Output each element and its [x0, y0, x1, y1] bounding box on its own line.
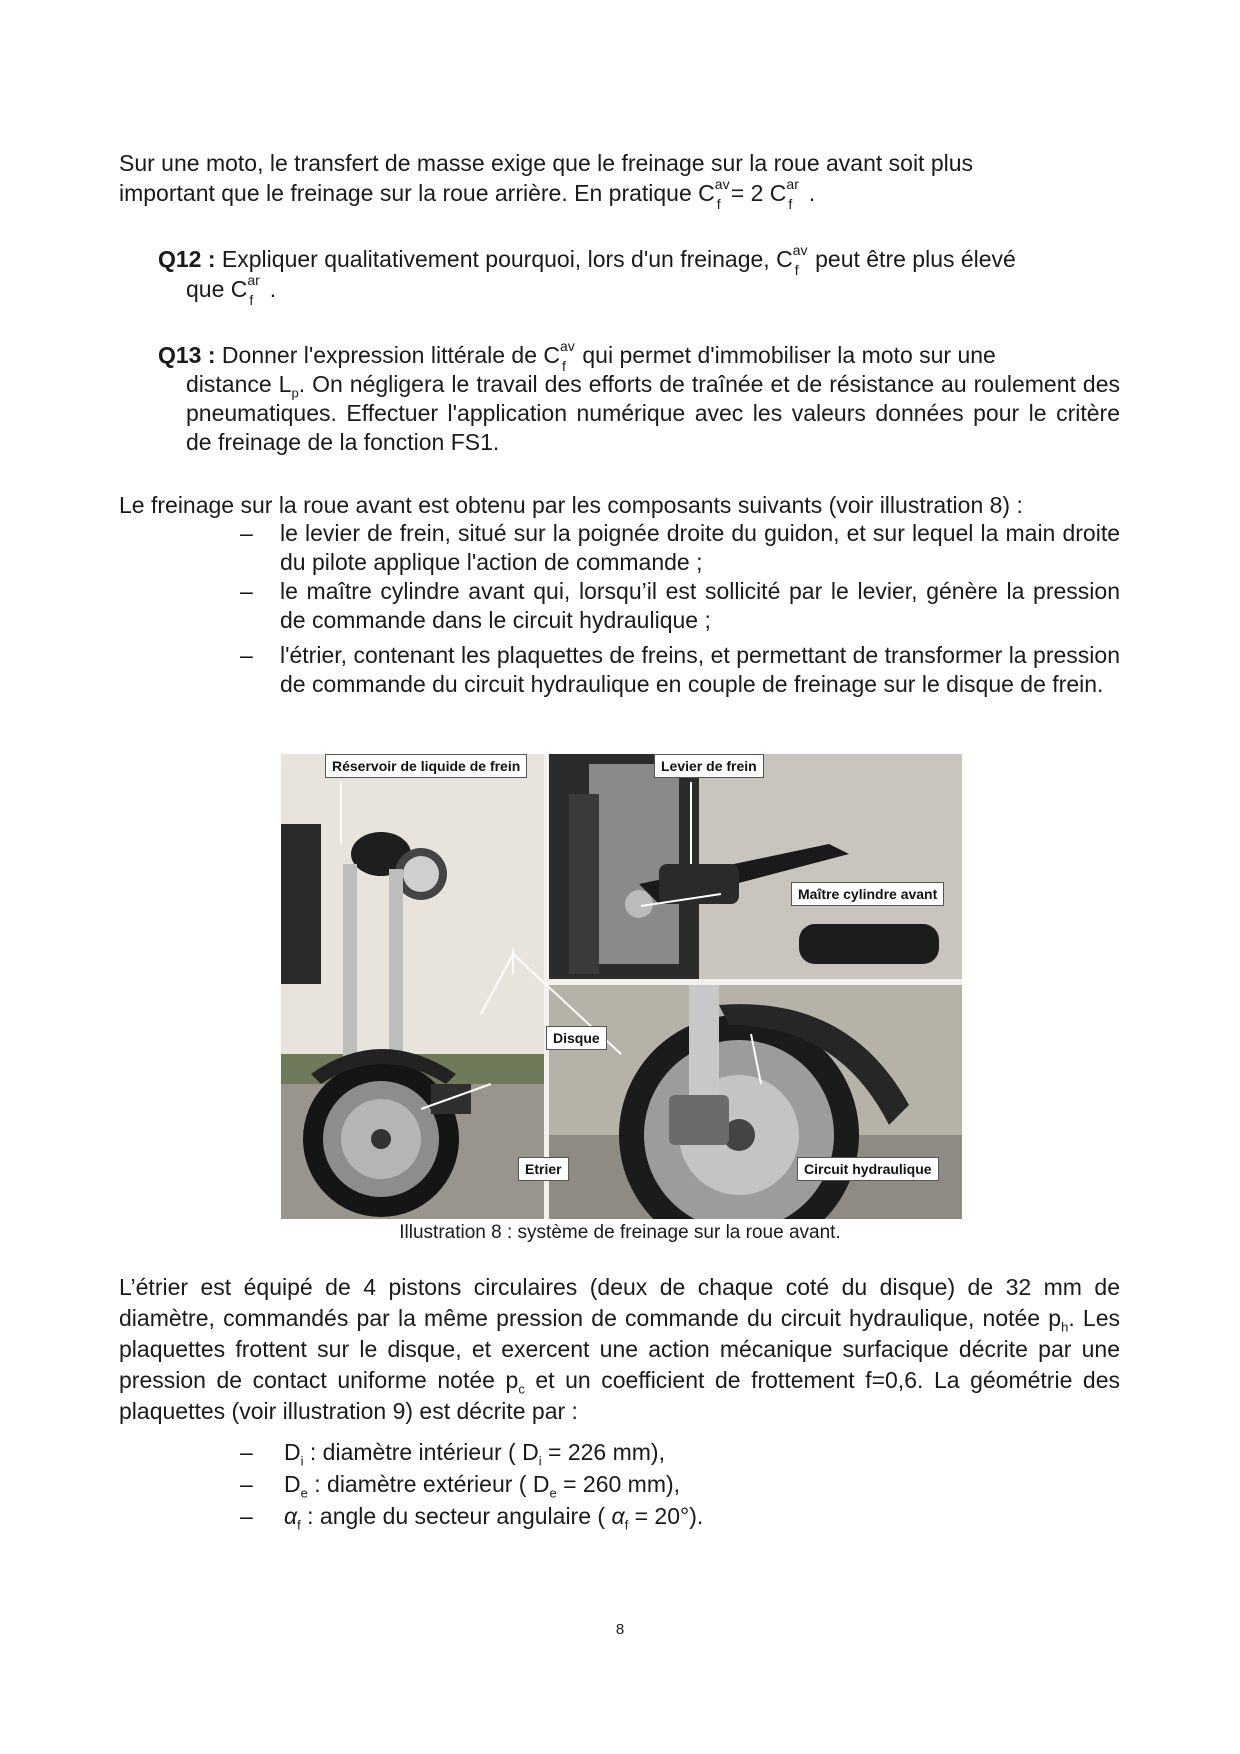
callout-lines	[281, 754, 962, 1219]
label-circuit-hydraulique: Circuit hydraulique	[797, 1157, 939, 1181]
label-etrier: Etrier	[518, 1157, 569, 1181]
list-item: – $D_i$ : diamètre intérieur ( $D_i = 226$ mm),	[240, 1439, 665, 1469]
intro-paragraph	[119, 148, 1120, 212]
list-item: – $D_e$ : diamètre extérieur ( $D_e = 260$ mm),	[240, 1471, 681, 1501]
list-item: – l'étrier, contenant les plaquettes de freins, et permettant de transformer la pression de commande du circuit hydraulique en couple de freinage sur le disque de frein.	[240, 642, 1120, 697]
caliper-paragraph: L’étrier est équipé de 4 pistons circulaires (deux de chaque coté du disque) de 32 mm de diamètre, commandés par la même pression de commande du circuit hydraulique, notée $p_h$. Les plaquettes frottent sur le disque, et exercent une action mécanique surfacique décrite par une pression de contact uniforme notée $p_c$ et un coefficient de frottement f=0,6. La géométrie des plaquettes (voir illustration 9) est décrite par :	[119, 1274, 1121, 1424]
figure-caption: Illustration 8 : système de freinage sur la roue avant.	[399, 1222, 841, 1243]
q13-label: Q13 :	[158, 342, 216, 368]
geometry-list	[240, 1436, 1120, 1532]
list-item: – le levier de frein, situé sur la poignée droite du guidon, et sur lequel la main droite du pilote applique l'action de commande ;	[240, 520, 1120, 575]
brake-system-figure	[281, 754, 962, 1219]
label-reservoir: Réservoir de liquide de frein	[325, 754, 527, 778]
list-item: – $\alpha_f$ : angle du secteur angulaire ( $\alpha_f = 20^\circ$).	[240, 1503, 704, 1533]
question-13: Q13 : Donner l'expression littérale de C av f qui permet d'immobiliser la moto sur une distance $L_p$. On négligera le travail des efforts de traînée et de résistance au roulement des pneumatiques. Effectuer l'application numérique avec les valeurs données pour le critère de freinage de la fonction FS1.	[158, 338, 1120, 455]
label-disque: Disque	[546, 1026, 607, 1050]
page-number: 8	[615, 1621, 625, 1638]
q12-label: Q12 :	[158, 246, 216, 272]
intro-line-2: important que le freinage sur la roue arrière. En pratique C av f = 2 C ar f .	[119, 176, 816, 212]
label-levier: Levier de frein	[654, 754, 764, 778]
label-maitre-cylindre: Maître cylindre avant	[791, 882, 944, 906]
intro-line-1: Sur une moto, le transfert de masse exige que le freinage sur la roue avant soit plus	[119, 150, 974, 176]
list-item: – le maître cylindre avant qui, lorsqu’il est sollicité par le levier, génère la pression de commande dans le circuit hydraulique ;	[240, 578, 1120, 633]
component-list	[240, 519, 1120, 699]
brakes-intro: Le freinage sur la roue avant est obtenu par les composants suivants (voir illustration 8) :	[119, 492, 1023, 518]
question-12: Q12 : Expliquer qualitativement pourquoi, lors d'un freinage, C av f peut être plus élevé que C ar f .	[158, 242, 1016, 308]
